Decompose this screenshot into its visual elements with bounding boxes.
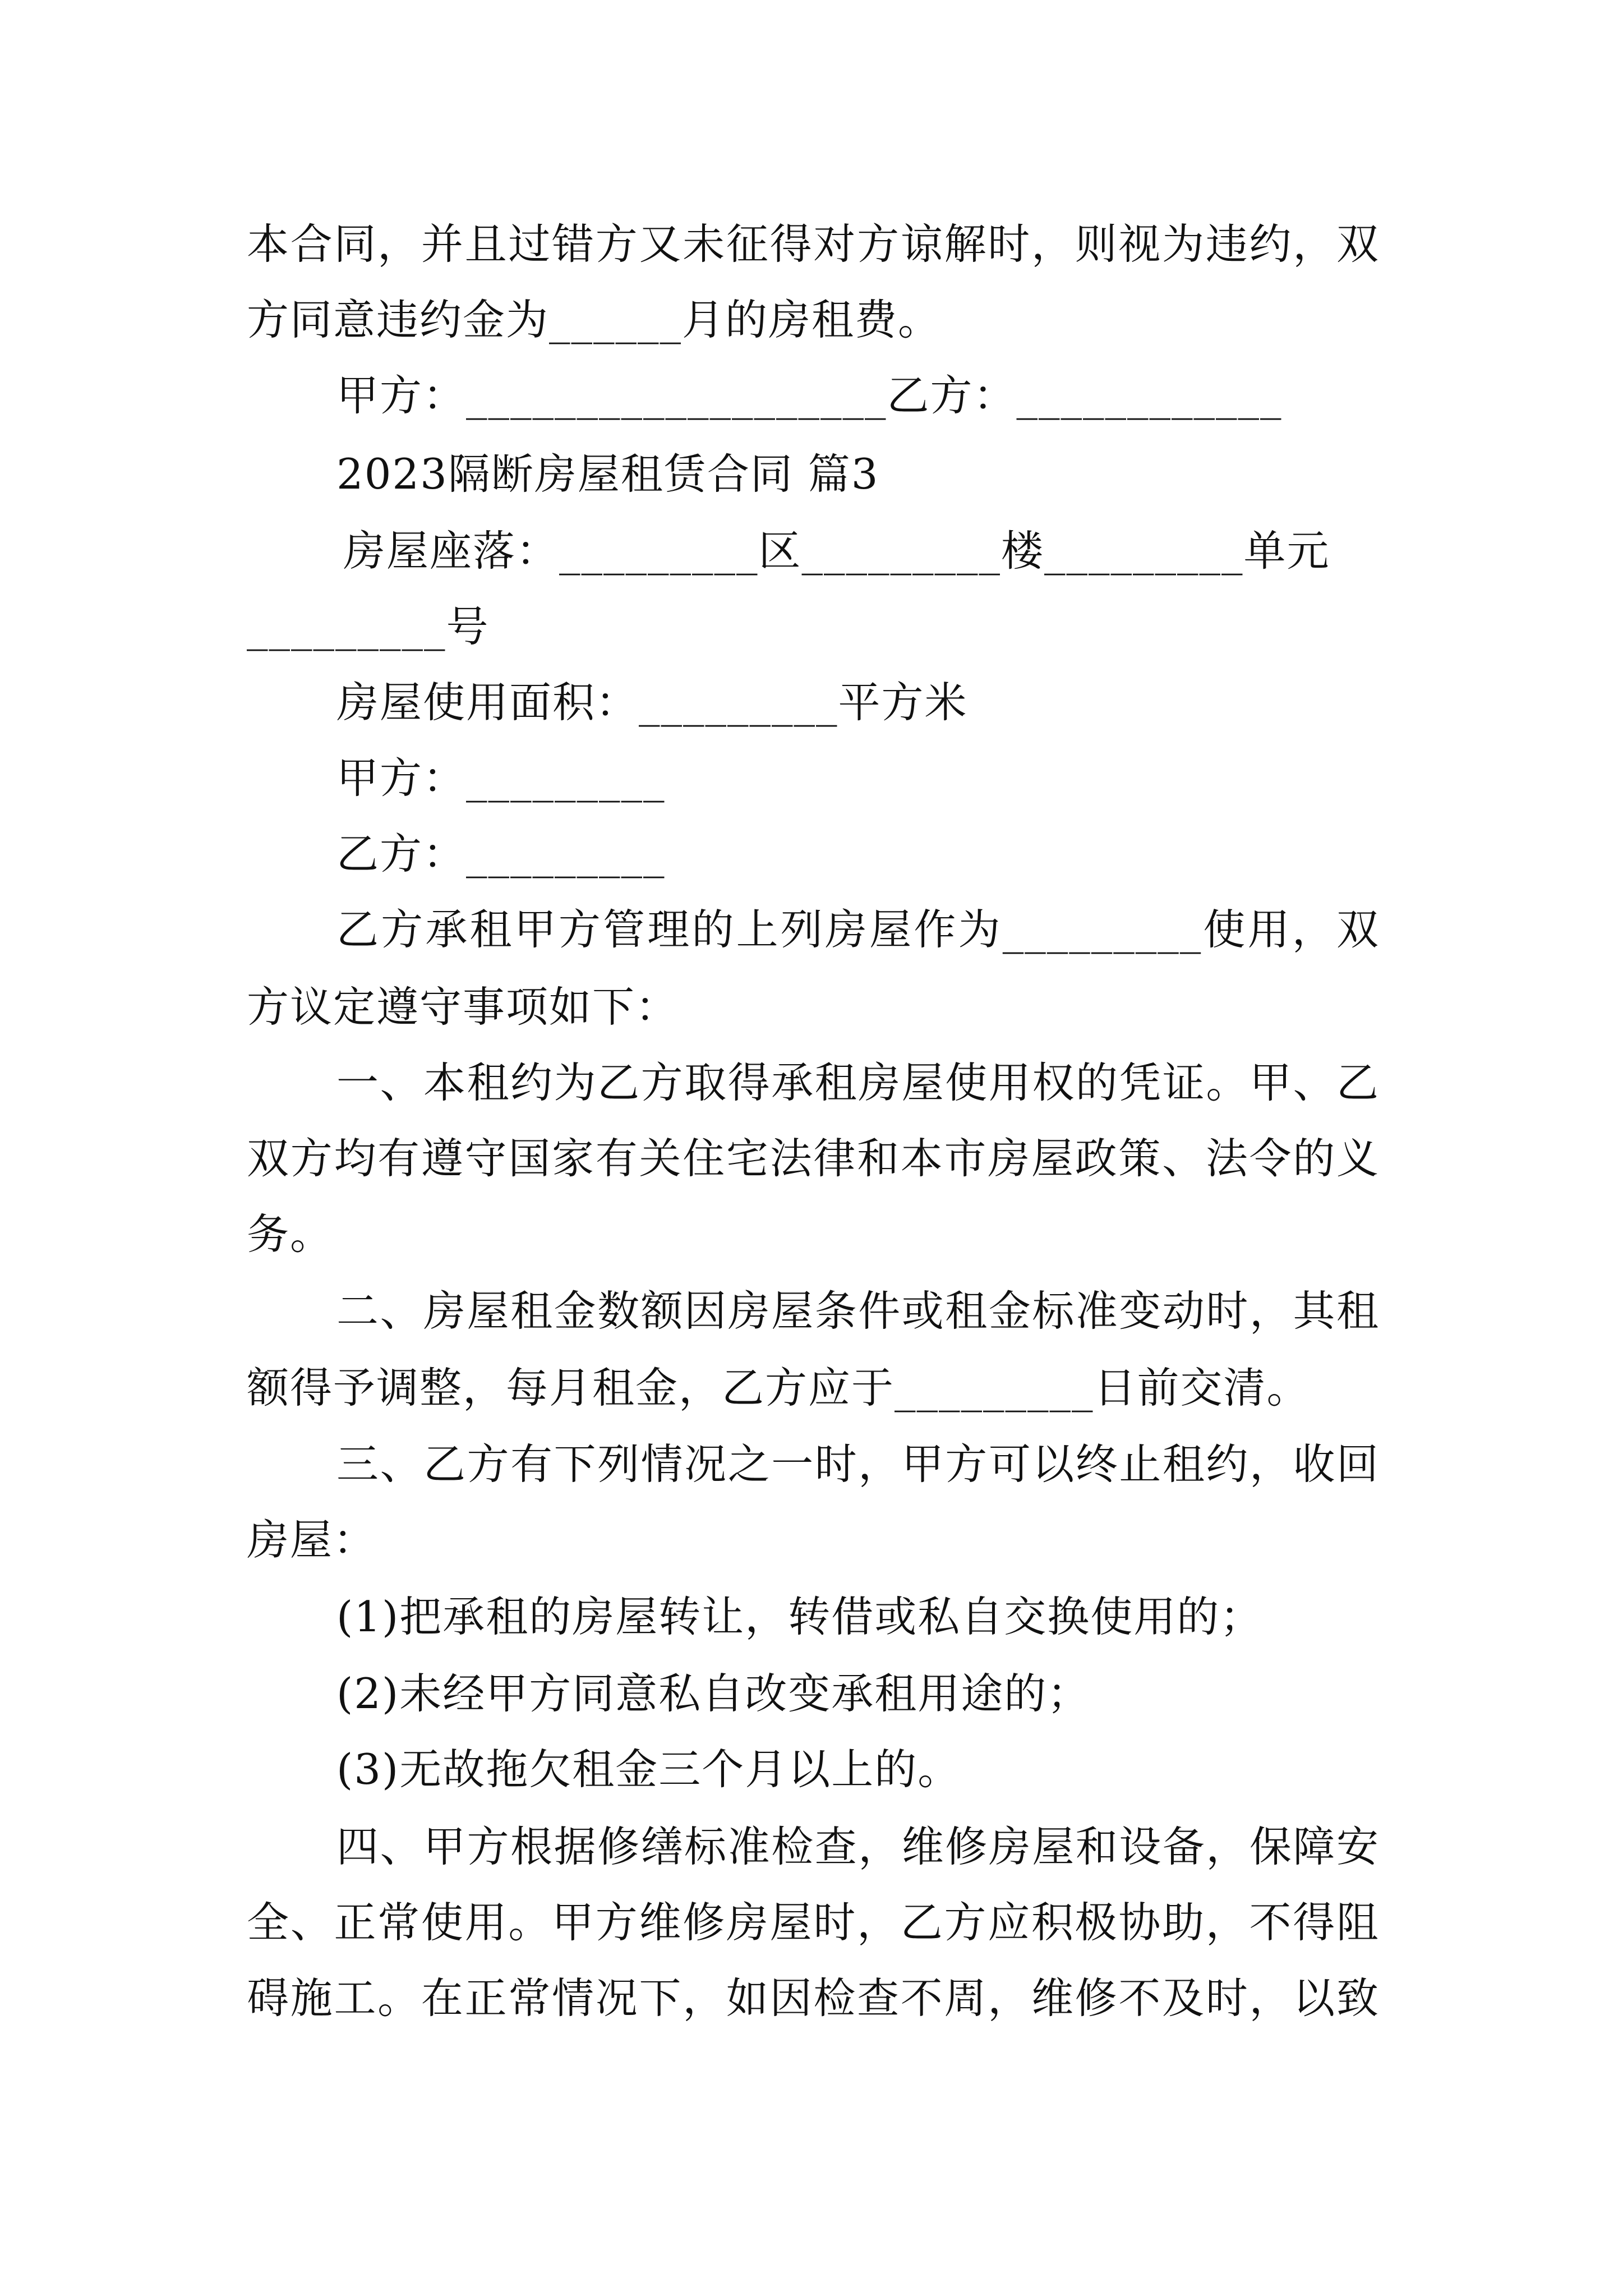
paragraph-line: 方议定遵守事项如下： [247,982,679,1032]
paragraph-line: 三、乙方有下列情况之一时，甲方可以终止租约，收回 [336,1439,1380,1489]
paragraph-line: 全、正常使用。甲方维修房屋时，乙方应积极协助，不得阻 [247,1898,1380,1947]
party-a-field: 甲方：_________ [336,753,666,803]
list-item: (2)未经甲方同意私自改变承租用途的； [336,1669,1091,1718]
paragraph-line: 一、本租约为乙方取得承租房屋使用权的凭证。甲、乙 [336,1058,1380,1107]
party-b-field: 乙方：_________ [336,829,666,878]
paragraph-line: 务。 [247,1209,334,1259]
signature-line: 甲方：___________________乙方：____________ [336,371,1283,420]
address-field: _________号 [247,602,490,651]
paragraph-line: 房屋： [247,1515,377,1565]
paragraph-line: 四、甲方根据修缮标准检查，维修房屋和设备，保障安 [336,1822,1380,1871]
list-item: (1)把承租的房屋转让，转借或私自交换使用的； [336,1592,1264,1641]
paragraph-line: 额得予调整，每月租金，乙方应于_________日前交清。 [247,1363,1310,1412]
address-field: 房屋座落：_________区_________楼_________单元 [343,526,1330,576]
paragraph-line: 乙方承租甲方管理的上列房屋作为_________使用，双 [336,905,1380,954]
paragraph-line: 双方均有遵守国家有关住宅法律和本市房屋政策、法令的义 [247,1134,1380,1183]
paragraph-line: 碍施工。在正常情况下，如因检查不周，维修不及时，以致 [247,1973,1380,2023]
section-heading: 2023隔断房屋租赁合同 篇3 [336,449,879,499]
paragraph-line: 本合同，并且过错方又未征得对方谅解时，则视为违约，双 [247,219,1380,269]
area-field: 房屋使用面积：_________平方米 [336,678,968,727]
paragraph-line: 方同意违约金为______月的房租费。 [247,295,942,344]
list-item: (3)无故拖欠租金三个月以上的。 [336,1745,961,1794]
paragraph-line: 二、房屋租金数额因房屋条件或租金标准变动时，其租 [336,1286,1380,1336]
